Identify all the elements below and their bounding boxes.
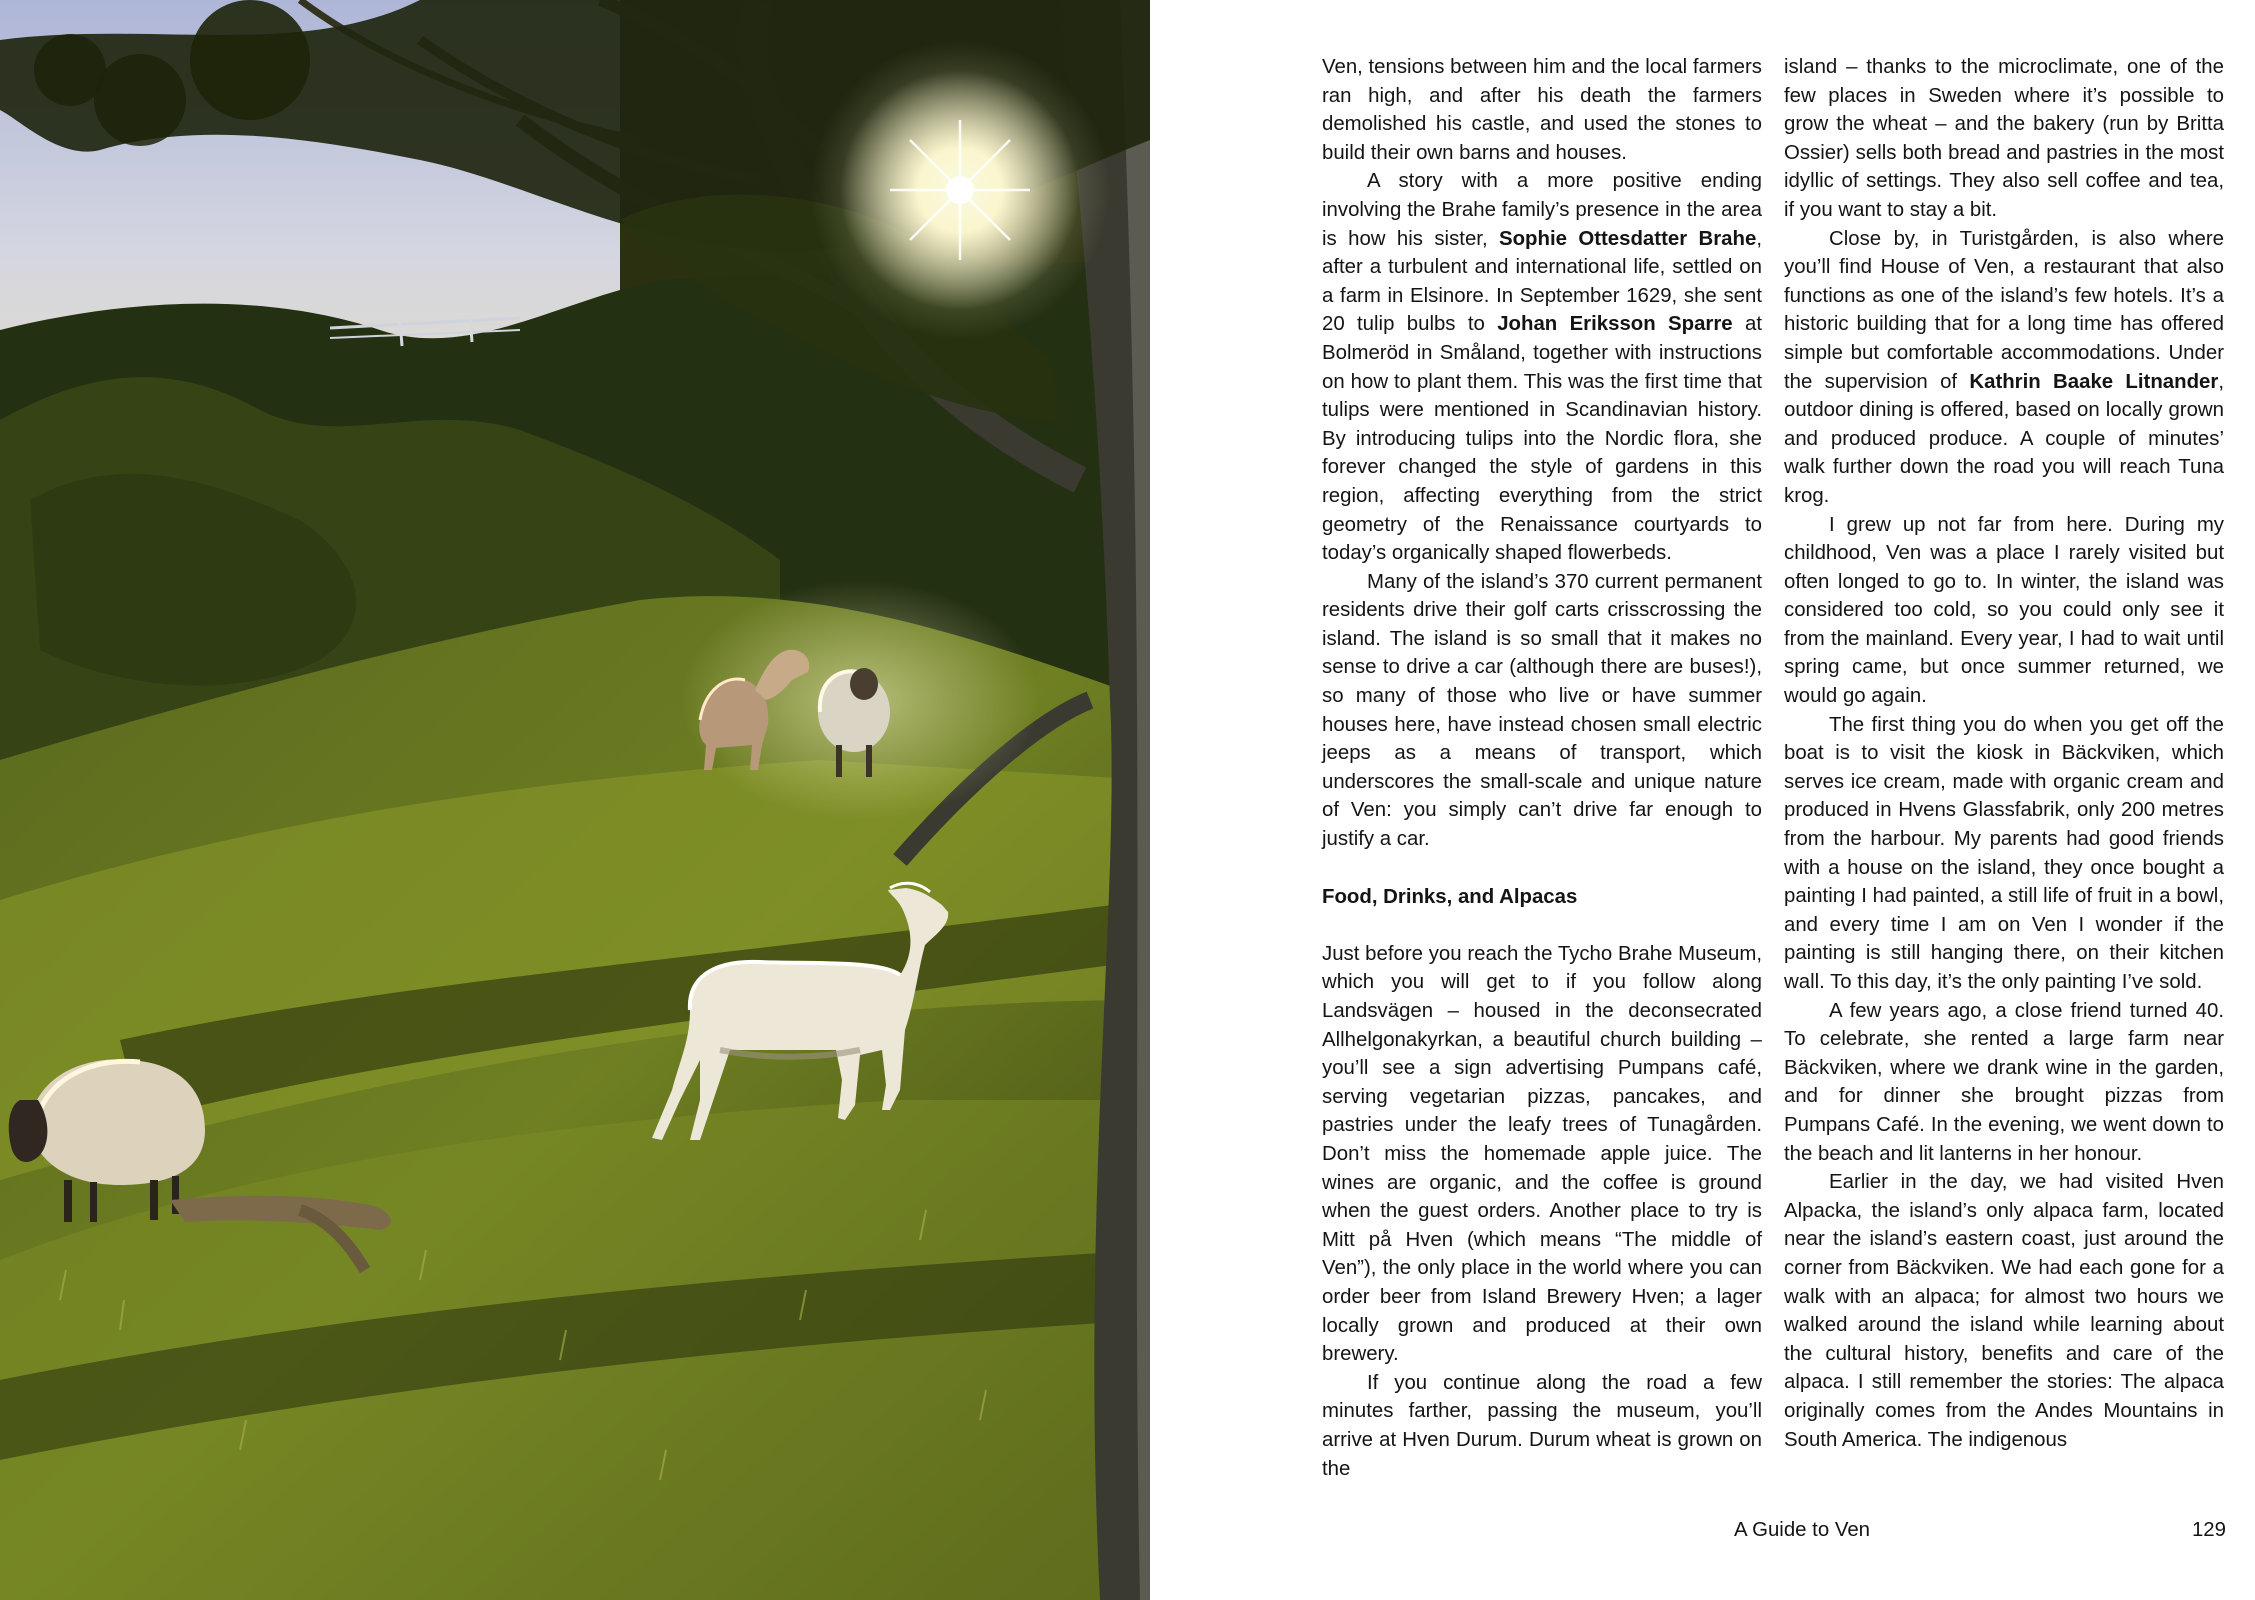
text-run: , outdoor dining is offered, based on locally grown and produced produce. A couple of minutes’ walk further down the road you will reach Tuna krog. (1784, 370, 2224, 507)
paragraph: Many of the island’s 370 current permanent residents drive their golf carts crisscrossing the island. The island is so small that it makes no sense to drive a car (although there are buses!), so many of those who live or have summer houses here, have instead chosen small electric jeeps as a means of transport, which underscores the small-scale and unique nature of Ven: you simply can’t drive far enough to justify a car. (1322, 570, 1762, 851)
paragraph: The first thing you do when you get off the boat is to visit the kiosk in Bäckviken, which serves ice cream, made with organic cream and produced in Hvens Glassfabrik, only 200 metres from the harbour. My parents had good friends with a house on the island, they once bought a painting I had painted, a still life of fruit in a bowl, and every time I am on Ven I wonder if the painting is still hanging there, on their kitchen wall. To this day, it’s the only painting I’ve sold. (1784, 713, 2224, 993)
paragraph: I grew up not far from here. During my childhood, Ven was a place I rarely visited but often longed to go to. In winter, the island was considered too cold, so you could only see it from the mainland. Every year, I had to wait until spring came, but once summer returned, we would go again. (1784, 513, 2224, 708)
text-column-right (1784, 53, 2224, 1454)
section-heading: Food, Drinks, and Alpacas (1322, 885, 1578, 908)
paragraph: island – thanks to the microclimate, one of the few places in Sweden where it’s possible to grow the wheat – and the bakery (run by Britta Ossier) sells both bread and pastries in the most idyllic of settings. They also sell coffee and tea, if you want to stay a bit. (1784, 56, 2224, 221)
page-number: 129 (2191, 1519, 2226, 1541)
paragraph: Earlier in the day, we had visited Hven Alpacka, the island’s only alpaca farm, located near the island’s eastern coast, just around the corner from Bäckviken. We had each gone for a walk with an alpaca; for almost two hours we walked around the island while learning about the cultural history, benefits and care of the alpaca. I still remember the stories: The alpaca originally comes from the Andes Mountains in South America. The indigenous (1784, 1171, 2224, 1451)
text-run: , after a turbulent and international life, settled on a farm in Elsinore. In September 1629, she sent 20 tulip bulbs to (1322, 227, 1762, 336)
person-name: Kathrin Baake Litnander (1969, 370, 2219, 393)
paragraph: A few years ago, a close friend turned 40. To celebrate, she rented a large farm near Bäckviken, where we drank wine in the garden, and for dinner she brought pizzas from Pumpans Café. In the evening, we went down to the beach and lit lanterns in her honour. (1784, 999, 2224, 1165)
paragraph (1322, 167, 1762, 567)
person-name: Johan Eriksson Sparre (1497, 313, 1733, 336)
paragraph: If you continue along the road a few minutes farther, passing the museum, you’ll arrive at Hven Durum. Durum wheat is grown on the (1322, 1371, 1762, 1480)
paragraph (1784, 225, 2224, 511)
paragraph: Just before you reach the Tycho Brahe Museum, which you will get to if you follow along Landsvägen – housed in the deconsecrated Allhelgonakyrkan, a beautiful church building – you’ll see a sign advertising Pumpans café, serving vegetarian pizzas, pancakes, and pastries under the leafy trees of Tunagården. Don’t miss the homemade apple juice. The wines are organic, and the coffee is ground when the guest orders. Another place to try is Mitt på Hven (which means “The middle of Ven”), the only place in the world where you can order beer from Island Brewery Hven; a lager locally grown and produced at their own brewery. (1322, 942, 1762, 1366)
text-run: A story with a more positive ending involving the Brahe family’s presence in the area is how his sister, (1322, 170, 1762, 250)
text-run: Close by, in Turistgården, is also where you’ll find House of Ven, a restaurant that also functions as one of the island’s few hotels. It’s a historic building that for a long time has offered simple but comfortable accommodations. Under the supervision of (1784, 227, 2224, 393)
text-run: at Bolmeröd in Småland, together with instructions on how to plant them. This was the first time that tulips were mentioned in Scandinavian history. By introducing tulips into the Nordic flora, she forever changed the style of gardens in this region, affecting everything from the strict geometry of the Renaissance courtyards to today’s organically shaped flowerbeds. (1322, 313, 1762, 565)
text-page (1150, 0, 2255, 1600)
text-column-left (1322, 53, 1762, 1483)
paragraph: Ven, tensions between him and the local farmers ran high, and after his death the farmers demolished his castle, and used the stones to build their own barns and houses. (1322, 56, 1762, 164)
person-name: Sophie Ottesdatter Brahe (1499, 227, 1757, 250)
running-footer-title: A Guide to Ven (1733, 1519, 1871, 1541)
